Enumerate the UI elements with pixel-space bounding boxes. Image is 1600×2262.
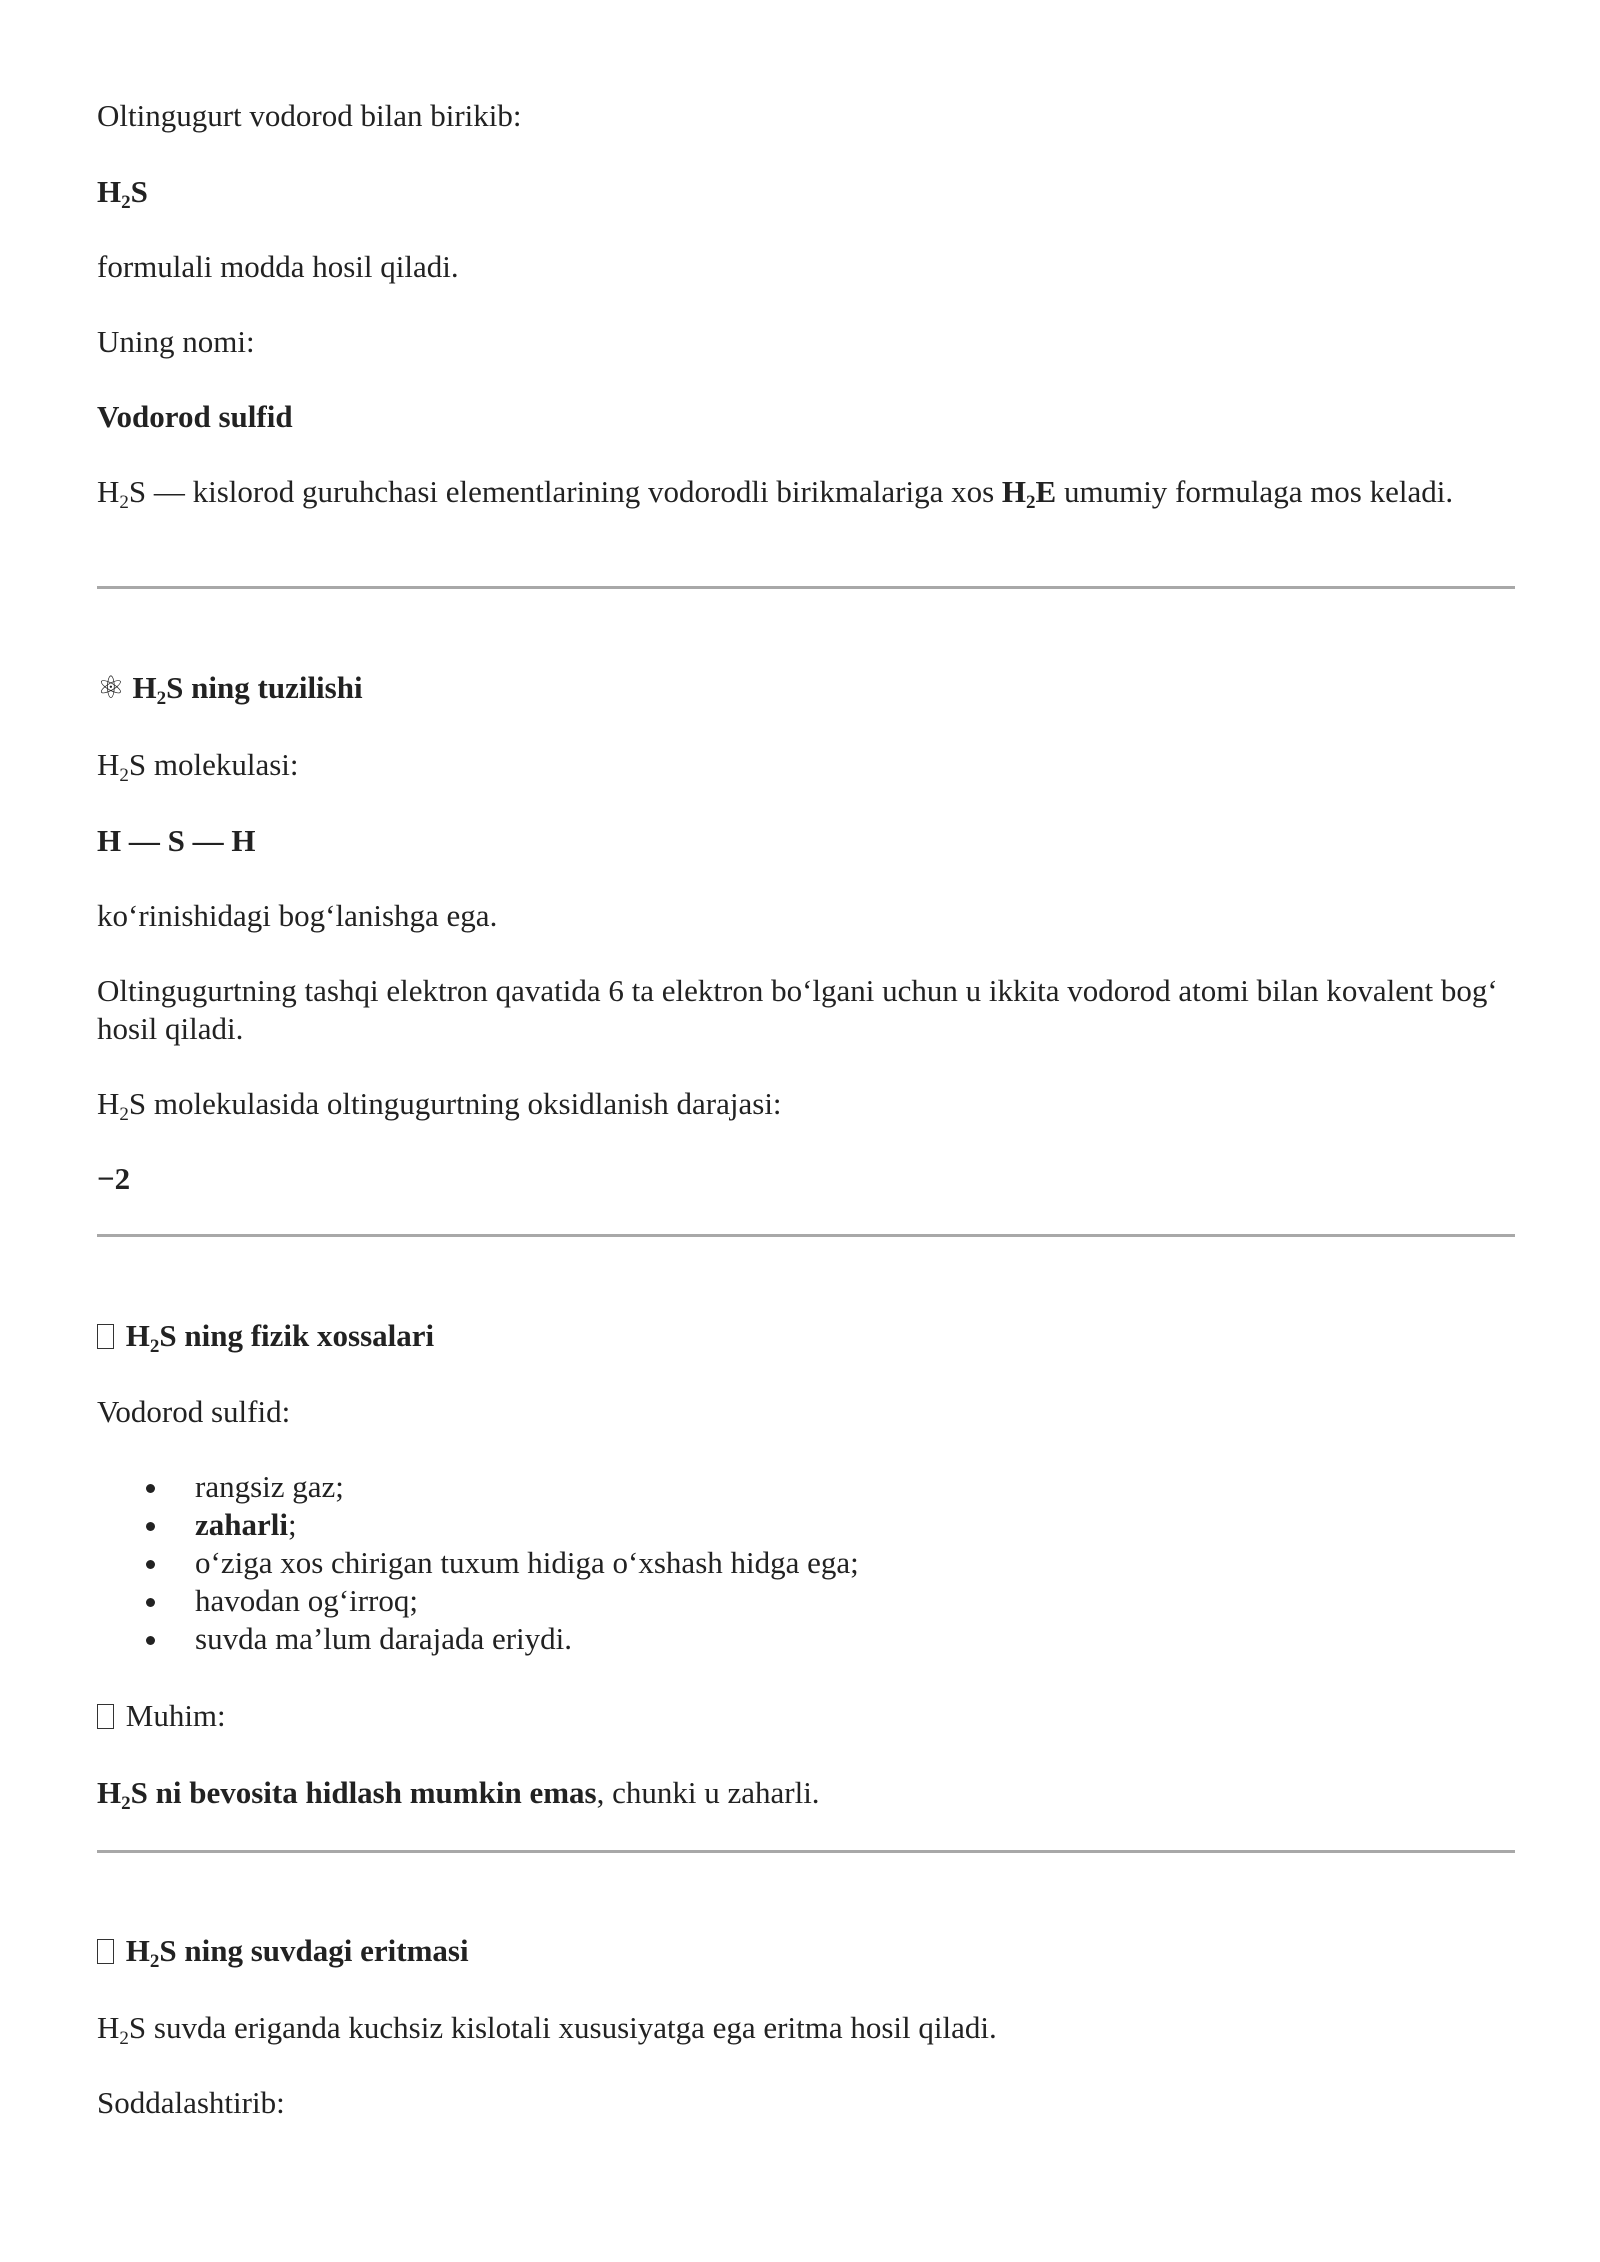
heading-sub: 2 [149, 1336, 160, 1357]
para-text: S — kislorod guruhchasi elementlarining vodorodli birikmalariga xos [128, 474, 1002, 509]
para-sub: 2 [119, 492, 129, 513]
missing-glyph-icon [97, 1939, 114, 1964]
list-item: havodan og‘irroq; [97, 1582, 859, 1620]
physical-intro: Vodorod sulfid: [97, 1394, 291, 1429]
atom-icon: ⚛ [97, 670, 125, 705]
oxidation-text: S molekulasida oltingugurtning oksidlanish darajasi: [128, 1086, 782, 1121]
list-item: zaharli; [97, 1506, 859, 1544]
solution-line [97, 2009, 997, 2047]
formula [97, 173, 148, 211]
heading-text: S ning tuzilishi [166, 670, 363, 705]
properties-list [97, 1468, 859, 1658]
intro-line: Oltingugurt vodorod bilan birikib: [97, 98, 522, 133]
physical-heading [97, 1317, 434, 1355]
oxidation-sub: 2 [119, 1104, 129, 1125]
covalent-paragraph: Oltingugurtning tashqi elektron qavatida 6 ta elektron bo‘lgani uchun u ikkita vodorod atomi bilan kovalent bog‘ hosil qiladi. [97, 973, 1498, 1046]
section-divider [97, 1234, 1515, 1237]
solution-sub: 2 [119, 2028, 129, 2049]
oxidation-h: H [97, 1086, 120, 1121]
oxidation-label [97, 1085, 782, 1123]
note-label: Muhim: [125, 1698, 226, 1733]
molecule-sub: 2 [119, 765, 129, 786]
list-item: suvda ma’lum darajada eriydi. [97, 1620, 859, 1658]
list-item: o‘ziga xos chirigan tuxum hidiga o‘xshash hidga ega; [97, 1544, 859, 1582]
general-formula-h: H [1001, 474, 1027, 509]
heading-h: H [132, 670, 157, 705]
heading-h: H [125, 1318, 150, 1353]
structure-heading [97, 669, 363, 707]
section-divider [97, 586, 1515, 589]
general-formula-sub: 2 [1026, 492, 1036, 513]
heading-text: S ning fizik xossalari [159, 1318, 435, 1353]
molecule-label [97, 746, 299, 784]
simplified-label: Soddalashtirib: [97, 2085, 285, 2120]
bond-formula: H — S — H [97, 823, 256, 858]
solution-h: H [97, 2010, 120, 2045]
important-note [97, 1697, 226, 1735]
molecule-text: S molekulasi: [128, 747, 299, 782]
formula-sub: 2 [121, 192, 131, 213]
warning-sub: 2 [121, 1793, 131, 1814]
heading-sub: 2 [149, 1951, 160, 1972]
heading-text: S ning suvdagi eritmasi [159, 1933, 469, 1968]
missing-glyph-icon [97, 1704, 114, 1729]
warning-rest: , chunki u zaharli. [596, 1775, 820, 1810]
warning-bold: S ni bevosita hidlash mumkin emas [130, 1775, 597, 1810]
section-divider [97, 1850, 1515, 1853]
name-label: Uning nomi: [97, 324, 255, 359]
heading-h: H [125, 1933, 150, 1968]
list-item: rangsiz gaz; [97, 1468, 859, 1506]
general-formula-paragraph [97, 473, 1517, 511]
warning-line [97, 1774, 820, 1812]
oxidation-value: −2 [97, 1161, 131, 1196]
molecule-h: H [97, 747, 120, 782]
solution-heading [97, 1932, 469, 1970]
para-h: H [97, 474, 120, 509]
bond-caption: ko‘rinishidagi bog‘lanishga ega. [97, 898, 498, 933]
warning-h: H [97, 1775, 122, 1810]
formula-h: H [97, 174, 122, 209]
para-rest: umumiy formulaga mos keladi. [1056, 474, 1454, 509]
formula-s: S [130, 174, 148, 209]
formula-caption: formulali modda hosil qiladi. [97, 249, 459, 284]
missing-glyph-icon [97, 1324, 114, 1349]
compound-name: Vodorod sulfid [97, 399, 293, 434]
heading-sub: 2 [156, 688, 167, 709]
general-formula-e: E [1035, 474, 1057, 509]
solution-text: S suvda eriganda kuchsiz kislotali xususiyatga ega eritma hosil qiladi. [128, 2010, 997, 2045]
